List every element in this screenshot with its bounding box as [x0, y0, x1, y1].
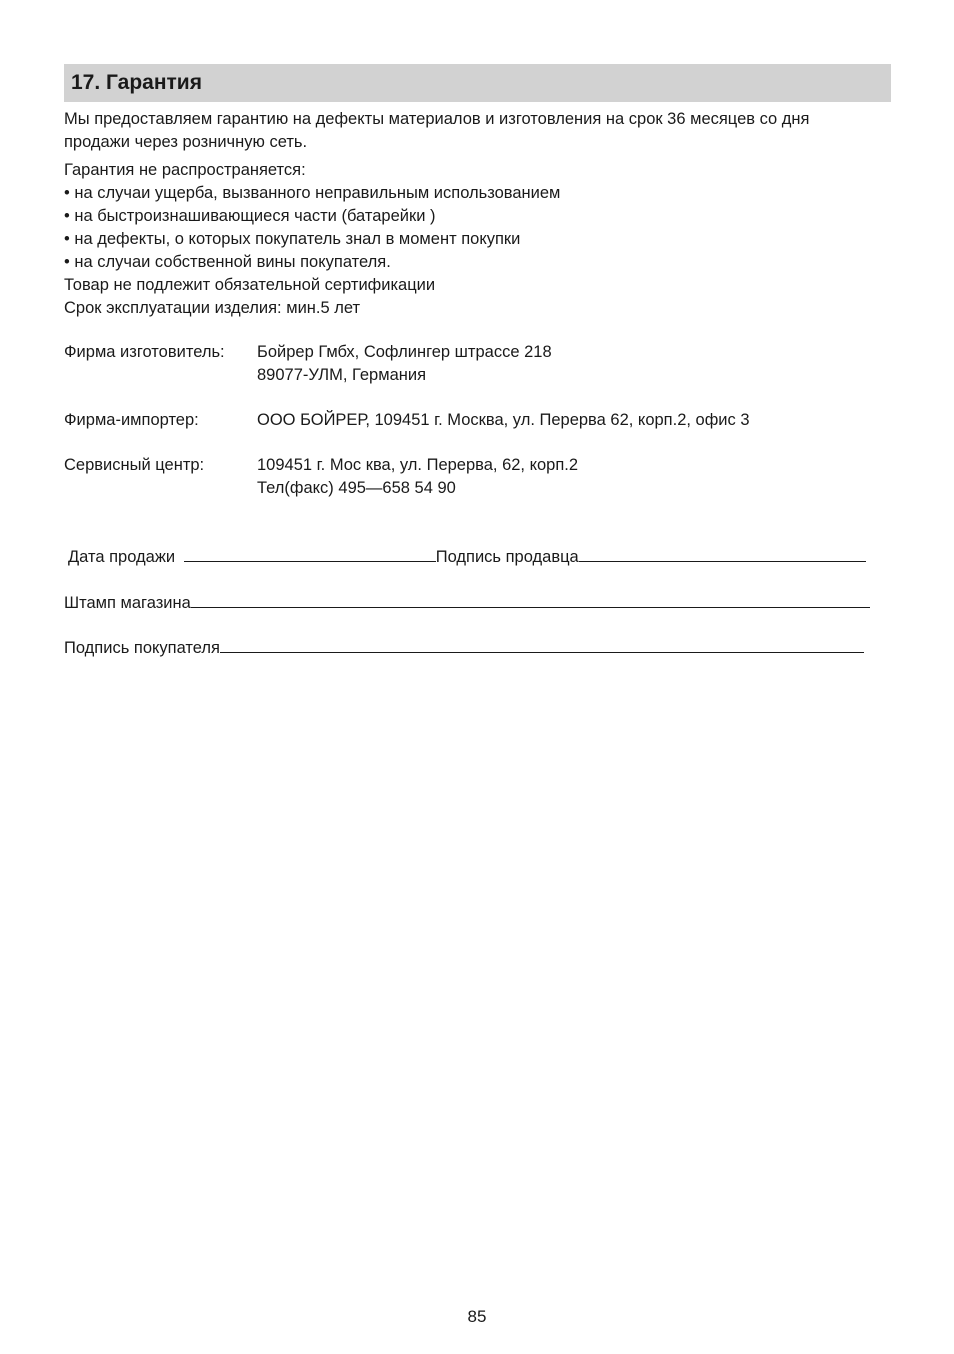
- shop-stamp-row: [64, 591, 870, 615]
- section-title: 17. Гарантия: [71, 71, 202, 94]
- exclusion-item: • на случаи собственной вины покупателя.: [64, 253, 391, 271]
- sale-date-row: [68, 545, 866, 569]
- service-center-phone: Тел(факс) 495—658 54 90: [257, 479, 456, 497]
- service-center-value: [257, 454, 578, 500]
- warranty-intro: Мы предоставляем гарантию на дефекты материалов и изготовления на срок 36 месяцев со дня продажи через розничную сеть.: [64, 110, 810, 151]
- manufacturer-label: Фирма изготовитель:: [64, 343, 225, 361]
- buyer-signature-line[interactable]: [220, 636, 864, 653]
- importer-value: ООО БОЙРЕР, 109451 г. Москва, ул. Перерва 62, корп.2, офис 3: [257, 411, 750, 429]
- exclusion-item: • на быстроизнашивающиеся части (батарейки ): [64, 207, 436, 225]
- manufacturer-value: [257, 341, 552, 387]
- shop-stamp-line[interactable]: [191, 591, 870, 608]
- exclusion-item: • на дефекты, о которых покупатель знал в момент покупки: [64, 230, 521, 248]
- sale-date-label: Дата продажи: [68, 548, 176, 566]
- seller-signature-line[interactable]: [579, 545, 866, 562]
- importer-label: Фирма-импортер:: [64, 411, 199, 429]
- seller-signature-label: Подпись продавца: [435, 548, 579, 566]
- manufacturer-address-line1: Бойрер Гмбх, Софлингер штрассе 218: [257, 343, 552, 361]
- buyer-signature-label: Подпись покупателя: [64, 639, 220, 657]
- shop-stamp-label: Штамп магазина: [64, 594, 191, 612]
- exclusion-item: • на случаи ущерба, вызванного неправильным использованием: [64, 184, 561, 202]
- service-life: Срок эксплуатации изделия: мин.5 лет: [64, 299, 361, 317]
- exclusions-title: Гарантия не распространяется:: [64, 161, 306, 179]
- page-number: 85: [467, 1307, 487, 1326]
- manufacturer-address-line2: 89077-УЛМ, Германия: [257, 366, 427, 384]
- buyer-signature-row: [64, 636, 864, 660]
- service-center-label: Сервисный центр:: [64, 456, 205, 474]
- exclusions-block: [64, 159, 560, 320]
- sale-date-line[interactable]: [184, 545, 436, 562]
- certification-note: Товар не подлежит обязательной сертификации: [64, 276, 436, 294]
- service-center-address: 109451 г. Мос ква, ул. Перерва, 62, корп.2: [257, 456, 579, 474]
- section-heading-bar: [64, 64, 891, 102]
